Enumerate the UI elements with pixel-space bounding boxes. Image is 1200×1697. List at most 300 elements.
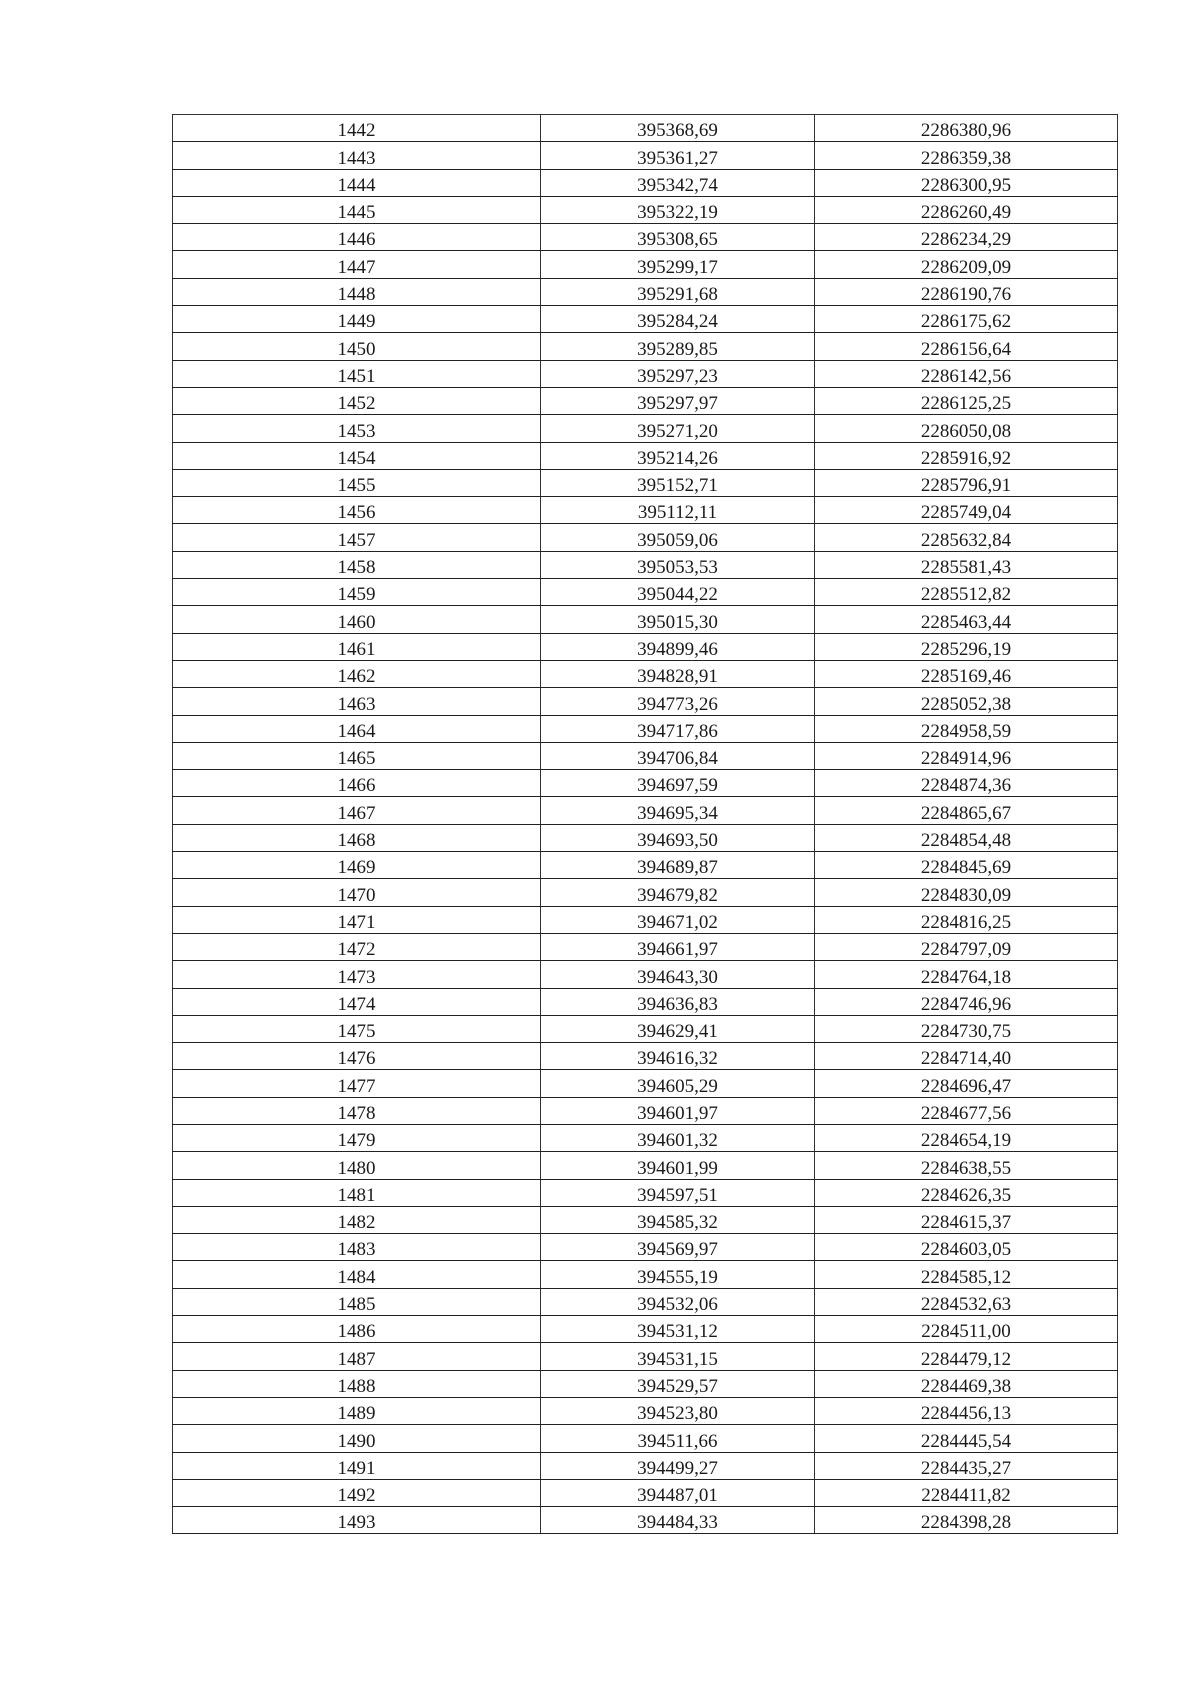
point-number-cell-text: 1452 — [337, 393, 376, 415]
y-coordinate-cell — [815, 469, 1118, 496]
y-coordinate-cell-text: 2284797,09 — [920, 939, 1012, 961]
x-coordinate-cell-text: 394616,32 — [637, 1048, 718, 1070]
x-coordinate-cell-text: 394643,30 — [637, 966, 718, 988]
y-coordinate-cell — [815, 1316, 1118, 1343]
table-row — [173, 360, 1118, 387]
y-coordinate-cell-text: 2285463,44 — [920, 611, 1012, 633]
y-coordinate-cell-text: 2284511,00 — [921, 1321, 1011, 1343]
x-coordinate-cell-text: 394532,06 — [637, 1294, 718, 1316]
point-number-cell — [173, 524, 541, 551]
x-coordinate-cell-text: 394629,41 — [637, 1021, 718, 1043]
table-row — [173, 633, 1118, 660]
x-coordinate-cell — [541, 715, 815, 742]
point-number-cell — [173, 115, 541, 142]
y-coordinate-cell-text: 2284865,67 — [920, 802, 1012, 824]
y-coordinate-cell — [815, 688, 1118, 715]
x-coordinate-cell-text: 395112,11 — [637, 502, 718, 524]
table-row — [173, 988, 1118, 1015]
y-coordinate-cell-text: 2286260,49 — [920, 202, 1012, 224]
y-coordinate-cell-text: 2285632,84 — [920, 529, 1012, 551]
x-coordinate-cell-text: 394695,34 — [637, 802, 718, 824]
table-row — [173, 1370, 1118, 1397]
y-coordinate-cell-text: 2286050,08 — [920, 420, 1012, 442]
y-coordinate-cell-text: 2286380,96 — [920, 120, 1012, 142]
y-coordinate-cell — [815, 360, 1118, 387]
y-coordinate-cell — [815, 142, 1118, 169]
point-number-cell — [173, 142, 541, 169]
point-number-cell — [173, 1043, 541, 1070]
x-coordinate-cell — [541, 933, 815, 960]
point-number-cell-text: 1445 — [337, 202, 376, 224]
table-row — [173, 579, 1118, 606]
x-coordinate-cell-text: 395299,17 — [637, 256, 718, 278]
point-number-cell-text: 1487 — [337, 1348, 376, 1370]
point-number-cell-text: 1486 — [337, 1321, 376, 1343]
x-coordinate-cell-text: 394689,87 — [637, 857, 718, 879]
y-coordinate-cell — [815, 278, 1118, 305]
x-coordinate-cell-text: 394773,26 — [637, 693, 718, 715]
table-row — [173, 1397, 1118, 1424]
table-row — [173, 1043, 1118, 1070]
y-coordinate-cell — [815, 497, 1118, 524]
y-coordinate-cell-text: 2284456,13 — [920, 1403, 1012, 1425]
x-coordinate-cell — [541, 1179, 815, 1206]
table-row — [173, 497, 1118, 524]
point-number-cell-text: 1474 — [337, 993, 376, 1015]
y-coordinate-cell-text: 2286156,64 — [920, 338, 1012, 360]
table-row — [173, 142, 1118, 169]
point-number-cell-text: 1451 — [337, 365, 376, 387]
table-row — [173, 196, 1118, 223]
x-coordinate-cell — [541, 1070, 815, 1097]
x-coordinate-cell-text: 395308,65 — [637, 229, 718, 251]
point-number-cell — [173, 469, 541, 496]
x-coordinate-cell — [541, 988, 815, 1015]
point-number-cell — [173, 933, 541, 960]
point-number-cell — [173, 360, 541, 387]
x-coordinate-cell — [541, 442, 815, 469]
point-number-cell — [173, 224, 541, 251]
point-number-cell-text: 1485 — [337, 1294, 376, 1316]
x-coordinate-cell — [541, 1452, 815, 1479]
table-row — [173, 1261, 1118, 1288]
x-coordinate-cell — [541, 688, 815, 715]
x-coordinate-cell — [541, 1370, 815, 1397]
x-coordinate-cell-text: 394828,91 — [637, 666, 718, 688]
x-coordinate-cell-text: 395152,71 — [637, 475, 718, 497]
point-number-cell-text: 1450 — [337, 338, 376, 360]
y-coordinate-cell — [815, 742, 1118, 769]
x-coordinate-cell-text: 394597,51 — [637, 1184, 718, 1206]
x-coordinate-cell-text: 394706,84 — [637, 748, 718, 770]
y-coordinate-cell — [815, 961, 1118, 988]
table-row — [173, 1015, 1118, 1042]
y-coordinate-cell-text: 2284914,96 — [920, 748, 1012, 770]
table-row — [173, 797, 1118, 824]
y-coordinate-cell — [815, 906, 1118, 933]
x-coordinate-cell-text: 395053,53 — [637, 557, 718, 579]
x-coordinate-cell-text: 394484,33 — [637, 1512, 718, 1534]
table-row — [173, 660, 1118, 687]
point-number-cell — [173, 688, 541, 715]
x-coordinate-cell-text: 395297,97 — [637, 393, 718, 415]
x-coordinate-cell — [541, 1343, 815, 1370]
y-coordinate-cell — [815, 797, 1118, 824]
x-coordinate-cell — [541, 1397, 815, 1424]
point-number-cell-text: 1473 — [337, 966, 376, 988]
x-coordinate-cell — [541, 497, 815, 524]
y-coordinate-cell-text: 2284479,12 — [920, 1348, 1012, 1370]
y-coordinate-cell-text: 2284830,09 — [920, 884, 1012, 906]
point-number-cell — [173, 169, 541, 196]
x-coordinate-cell — [541, 961, 815, 988]
point-number-cell-text: 1478 — [337, 1102, 376, 1124]
x-coordinate-cell — [541, 1097, 815, 1124]
x-coordinate-cell — [541, 115, 815, 142]
x-coordinate-cell — [541, 524, 815, 551]
y-coordinate-cell — [815, 1179, 1118, 1206]
y-coordinate-cell — [815, 1370, 1118, 1397]
table-row — [173, 1234, 1118, 1261]
point-number-cell-text: 1491 — [337, 1457, 376, 1479]
point-number-cell-text: 1449 — [337, 311, 376, 333]
y-coordinate-cell — [815, 1152, 1118, 1179]
y-coordinate-cell — [815, 1452, 1118, 1479]
y-coordinate-cell — [815, 1097, 1118, 1124]
y-coordinate-cell — [815, 415, 1118, 442]
point-number-cell — [173, 1288, 541, 1315]
x-coordinate-cell-text: 395297,23 — [637, 365, 718, 387]
x-coordinate-cell — [541, 1152, 815, 1179]
table-row — [173, 933, 1118, 960]
x-coordinate-cell — [541, 169, 815, 196]
y-coordinate-cell — [815, 333, 1118, 360]
y-coordinate-cell-text: 2284469,38 — [920, 1375, 1012, 1397]
x-coordinate-cell-text: 394529,57 — [637, 1375, 718, 1397]
x-coordinate-cell — [541, 251, 815, 278]
y-coordinate-cell — [815, 442, 1118, 469]
x-coordinate-cell — [541, 906, 815, 933]
y-coordinate-cell-text: 2285296,19 — [920, 638, 1012, 660]
table-row — [173, 715, 1118, 742]
x-coordinate-cell — [541, 606, 815, 633]
y-coordinate-cell-text: 2284654,19 — [920, 1130, 1012, 1152]
point-number-cell — [173, 1507, 541, 1534]
point-number-cell — [173, 715, 541, 742]
point-number-cell — [173, 1097, 541, 1124]
y-coordinate-cell-text: 2284445,54 — [920, 1430, 1012, 1452]
y-coordinate-cell-text: 2286142,56 — [920, 365, 1012, 387]
x-coordinate-cell — [541, 1507, 815, 1534]
y-coordinate-cell-text: 2286234,29 — [920, 229, 1012, 251]
coordinates-table — [172, 114, 1118, 1534]
y-coordinate-cell-text: 2284435,27 — [920, 1457, 1012, 1479]
x-coordinate-cell-text: 394585,32 — [637, 1212, 718, 1234]
y-coordinate-cell-text: 2284874,36 — [920, 775, 1012, 797]
y-coordinate-cell — [815, 224, 1118, 251]
point-number-cell-text: 1442 — [337, 120, 376, 142]
y-coordinate-cell-text: 2286359,38 — [920, 147, 1012, 169]
point-number-cell-text: 1468 — [337, 830, 376, 852]
table-row — [173, 1152, 1118, 1179]
table-row — [173, 1179, 1118, 1206]
point-number-cell-text: 1444 — [337, 174, 376, 196]
x-coordinate-cell — [541, 660, 815, 687]
point-number-cell-text: 1470 — [337, 884, 376, 906]
point-number-cell — [173, 906, 541, 933]
point-number-cell — [173, 415, 541, 442]
y-coordinate-cell — [815, 1234, 1118, 1261]
point-number-cell — [173, 770, 541, 797]
y-coordinate-cell-text: 2285512,82 — [920, 584, 1012, 606]
x-coordinate-cell — [541, 551, 815, 578]
point-number-cell-text: 1480 — [337, 1157, 376, 1179]
point-number-cell-text: 1447 — [337, 256, 376, 278]
y-coordinate-cell-text: 2286209,09 — [920, 256, 1012, 278]
x-coordinate-cell-text: 395291,68 — [637, 284, 718, 306]
point-number-cell-text: 1488 — [337, 1375, 376, 1397]
x-coordinate-cell-text: 394661,97 — [637, 939, 718, 961]
y-coordinate-cell — [815, 1288, 1118, 1315]
point-number-cell-text: 1493 — [337, 1512, 376, 1534]
y-coordinate-cell — [815, 169, 1118, 196]
point-number-cell — [173, 1452, 541, 1479]
point-number-cell-text: 1481 — [337, 1184, 376, 1206]
table-row — [173, 169, 1118, 196]
table-row — [173, 115, 1118, 142]
point-number-cell-text: 1472 — [337, 939, 376, 961]
x-coordinate-cell-text: 394636,83 — [637, 993, 718, 1015]
table-row — [173, 1343, 1118, 1370]
point-number-cell — [173, 442, 541, 469]
x-coordinate-cell-text: 394601,97 — [637, 1102, 718, 1124]
point-number-cell — [173, 278, 541, 305]
point-number-cell-text: 1456 — [337, 502, 376, 524]
point-number-cell-text: 1479 — [337, 1130, 376, 1152]
x-coordinate-cell — [541, 1425, 815, 1452]
point-number-cell — [173, 1261, 541, 1288]
y-coordinate-cell-text: 2284730,75 — [920, 1021, 1012, 1043]
point-number-cell — [173, 879, 541, 906]
point-number-cell — [173, 1316, 541, 1343]
x-coordinate-cell-text: 394499,27 — [637, 1457, 718, 1479]
y-coordinate-cell-text: 2284398,28 — [920, 1512, 1012, 1534]
point-number-cell — [173, 196, 541, 223]
point-number-cell-text: 1443 — [337, 147, 376, 169]
x-coordinate-cell-text: 394601,32 — [637, 1130, 718, 1152]
point-number-cell-text: 1471 — [337, 911, 376, 933]
point-number-cell — [173, 306, 541, 333]
y-coordinate-cell — [815, 824, 1118, 851]
x-coordinate-cell-text: 394523,80 — [637, 1403, 718, 1425]
point-number-cell-text: 1467 — [337, 802, 376, 824]
table-row — [173, 1507, 1118, 1534]
x-coordinate-cell — [541, 579, 815, 606]
x-coordinate-cell-text: 395322,19 — [637, 202, 718, 224]
x-coordinate-cell — [541, 1234, 815, 1261]
point-number-cell-text: 1489 — [337, 1403, 376, 1425]
table-row — [173, 770, 1118, 797]
y-coordinate-cell — [815, 633, 1118, 660]
point-number-cell — [173, 1152, 541, 1179]
point-number-cell-text: 1469 — [337, 857, 376, 879]
y-coordinate-cell — [815, 988, 1118, 1015]
point-number-cell-text: 1465 — [337, 748, 376, 770]
point-number-cell-text: 1477 — [337, 1075, 376, 1097]
point-number-cell — [173, 579, 541, 606]
point-number-cell-text: 1492 — [337, 1485, 376, 1507]
table-row — [173, 333, 1118, 360]
point-number-cell — [173, 1479, 541, 1506]
point-number-cell — [173, 551, 541, 578]
table-row — [173, 278, 1118, 305]
point-number-cell-text: 1460 — [337, 611, 376, 633]
point-number-cell — [173, 606, 541, 633]
y-coordinate-cell — [815, 196, 1118, 223]
y-coordinate-cell-text: 2284746,96 — [920, 993, 1012, 1015]
x-coordinate-cell-text: 395284,24 — [637, 311, 718, 333]
y-coordinate-cell — [815, 387, 1118, 414]
x-coordinate-cell — [541, 1043, 815, 1070]
x-coordinate-cell-text: 395044,22 — [637, 584, 718, 606]
table-row — [173, 1425, 1118, 1452]
point-number-cell — [173, 1179, 541, 1206]
table-row — [173, 742, 1118, 769]
point-number-cell — [173, 961, 541, 988]
y-coordinate-cell — [815, 1343, 1118, 1370]
point-number-cell — [173, 1015, 541, 1042]
y-coordinate-cell — [815, 251, 1118, 278]
y-coordinate-cell-text: 2284816,25 — [920, 911, 1012, 933]
point-number-cell — [173, 742, 541, 769]
table-row — [173, 387, 1118, 414]
point-number-cell-text: 1490 — [337, 1430, 376, 1452]
x-coordinate-cell-text: 395059,06 — [637, 529, 718, 551]
x-coordinate-cell-text: 394679,82 — [637, 884, 718, 906]
x-coordinate-cell-text: 395015,30 — [637, 611, 718, 633]
point-number-cell — [173, 251, 541, 278]
point-number-cell — [173, 497, 541, 524]
y-coordinate-cell — [815, 579, 1118, 606]
y-coordinate-cell-text: 2285796,91 — [920, 475, 1012, 497]
point-number-cell-text: 1448 — [337, 284, 376, 306]
y-coordinate-cell-text: 2285581,43 — [920, 557, 1012, 579]
point-number-cell-text: 1466 — [337, 775, 376, 797]
x-coordinate-cell-text: 394531,12 — [637, 1321, 718, 1343]
x-coordinate-cell — [541, 333, 815, 360]
y-coordinate-cell-text: 2284714,40 — [920, 1048, 1012, 1070]
point-number-cell — [173, 660, 541, 687]
x-coordinate-cell-text: 395368,69 — [637, 120, 718, 142]
table-row — [173, 469, 1118, 496]
y-coordinate-cell — [815, 1070, 1118, 1097]
y-coordinate-cell — [815, 1507, 1118, 1534]
x-coordinate-cell — [541, 633, 815, 660]
y-coordinate-cell — [815, 1479, 1118, 1506]
y-coordinate-cell-text: 2284585,12 — [920, 1266, 1012, 1288]
x-coordinate-cell — [541, 824, 815, 851]
point-number-cell-text: 1455 — [337, 475, 376, 497]
x-coordinate-cell-text: 395361,27 — [637, 147, 718, 169]
y-coordinate-cell-text: 2285169,46 — [920, 666, 1012, 688]
y-coordinate-cell-text: 2284626,35 — [920, 1184, 1012, 1206]
y-coordinate-cell-text: 2285052,38 — [920, 693, 1012, 715]
x-coordinate-cell-text: 394531,15 — [637, 1348, 718, 1370]
point-number-cell — [173, 1234, 541, 1261]
y-coordinate-cell — [815, 879, 1118, 906]
point-number-cell — [173, 852, 541, 879]
x-coordinate-cell — [541, 306, 815, 333]
x-coordinate-cell — [541, 1015, 815, 1042]
point-number-cell-text: 1453 — [337, 420, 376, 442]
x-coordinate-cell — [541, 797, 815, 824]
y-coordinate-cell — [815, 1043, 1118, 1070]
table-row — [173, 852, 1118, 879]
x-coordinate-cell — [541, 1479, 815, 1506]
y-coordinate-cell-text: 2284764,18 — [920, 966, 1012, 988]
point-number-cell — [173, 1425, 541, 1452]
y-coordinate-cell — [815, 852, 1118, 879]
y-coordinate-cell — [815, 524, 1118, 551]
point-number-cell-text: 1459 — [337, 584, 376, 606]
table-row — [173, 1452, 1118, 1479]
point-number-cell-text: 1446 — [337, 229, 376, 251]
point-number-cell-text: 1462 — [337, 666, 376, 688]
point-number-cell-text: 1484 — [337, 1266, 376, 1288]
y-coordinate-cell-text: 2285916,92 — [920, 447, 1012, 469]
table-row — [173, 1070, 1118, 1097]
table-row — [173, 1206, 1118, 1233]
y-coordinate-cell — [815, 1261, 1118, 1288]
table-row — [173, 251, 1118, 278]
table-row — [173, 224, 1118, 251]
table-row — [173, 688, 1118, 715]
table-row — [173, 1097, 1118, 1124]
y-coordinate-cell-text: 2286300,95 — [920, 174, 1012, 196]
x-coordinate-cell-text: 394693,50 — [637, 830, 718, 852]
point-number-cell — [173, 797, 541, 824]
table-row — [173, 442, 1118, 469]
x-coordinate-cell — [541, 742, 815, 769]
x-coordinate-cell — [541, 224, 815, 251]
y-coordinate-cell — [815, 715, 1118, 742]
x-coordinate-cell — [541, 142, 815, 169]
table-row — [173, 961, 1118, 988]
point-number-cell — [173, 1370, 541, 1397]
x-coordinate-cell — [541, 196, 815, 223]
table-row — [173, 551, 1118, 578]
y-coordinate-cell-text: 2286190,76 — [920, 284, 1012, 306]
y-coordinate-cell-text: 2286175,62 — [920, 311, 1012, 333]
table-row — [173, 824, 1118, 851]
y-coordinate-cell-text: 2284603,05 — [920, 1239, 1012, 1261]
x-coordinate-cell — [541, 469, 815, 496]
y-coordinate-cell — [815, 115, 1118, 142]
y-coordinate-cell — [815, 660, 1118, 687]
point-number-cell — [173, 333, 541, 360]
x-coordinate-cell — [541, 1316, 815, 1343]
y-coordinate-cell — [815, 1015, 1118, 1042]
point-number-cell — [173, 1343, 541, 1370]
y-coordinate-cell-text: 2284532,63 — [920, 1294, 1012, 1316]
x-coordinate-cell-text: 395342,74 — [637, 174, 718, 196]
point-number-cell — [173, 824, 541, 851]
x-coordinate-cell-text: 394601,99 — [637, 1157, 718, 1179]
x-coordinate-cell-text: 394605,29 — [637, 1075, 718, 1097]
x-coordinate-cell-text: 395271,20 — [637, 420, 718, 442]
x-coordinate-cell — [541, 879, 815, 906]
point-number-cell-text: 1454 — [337, 447, 376, 469]
